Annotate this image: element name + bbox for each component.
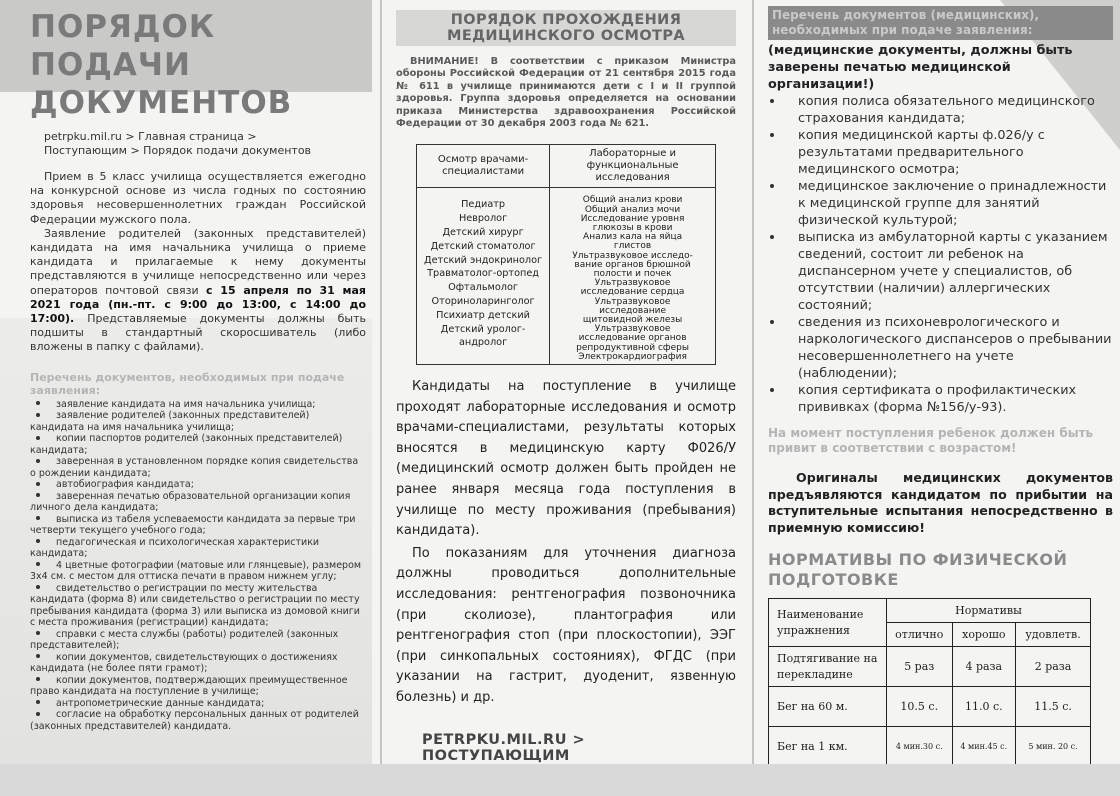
lab-item: Исследование уровня	[580, 213, 685, 224]
lab-item: Электрокардиография	[578, 351, 687, 362]
list-item-text: 4 цветные фотографии (матовые или глянцевые), размером 3х4 см. с местом для оттиска печати в правом нижнем углу;	[30, 559, 362, 583]
bullet-icon	[770, 388, 774, 392]
list-item-text: справки с места службы (работы) родителей (законных представителей);	[30, 628, 339, 652]
bullet-icon	[36, 700, 40, 704]
bullet-icon	[770, 133, 774, 137]
list-item	[768, 382, 1113, 416]
list-item	[768, 178, 1113, 229]
list-item-text: выписка из табеля успеваемости кандидата за первые три четверти текущего учебного года;	[30, 513, 356, 537]
list-item	[30, 537, 366, 560]
list-item	[30, 698, 366, 710]
norm-row-name: Подтягивание на перекладине	[769, 647, 887, 687]
middle-panel	[396, 0, 736, 764]
list-item-text: копия полиса обязательного медицинского страхования кандидата;	[798, 94, 1095, 126]
grade-good: хорошо	[952, 623, 1016, 647]
bullet-icon	[36, 677, 40, 681]
list-item	[30, 433, 366, 456]
lab-item: глистов	[613, 241, 652, 252]
list-item	[30, 652, 366, 675]
lab-item: щитовидной железы	[582, 315, 683, 326]
lab-item: Ультразвуковое	[594, 278, 671, 289]
list-item-text: копия медицинской карты ф.026/у с результатами предварительного медицинского осмотра;	[798, 128, 1045, 177]
bullet-icon	[36, 436, 40, 440]
bullet-icon	[36, 654, 40, 658]
list-item	[30, 675, 366, 698]
list-item	[30, 709, 366, 732]
list-item-text: заявление кандидата на имя начальника училища;	[56, 398, 316, 410]
bullet-icon	[36, 539, 40, 543]
list-item-text: медицинское заключение о принадлежности к медицинской группе для занятий физической культурой;	[798, 179, 1107, 228]
doctor-item: Детский хирург	[442, 227, 524, 239]
list-item	[30, 410, 366, 433]
bullet-icon	[36, 493, 40, 497]
doctor-item: Детский стоматолог	[430, 240, 536, 252]
bullet-icon	[770, 320, 774, 324]
list-item-text: копии документов, подтверждающих преимущественное право кандидата на поступление в училище;	[30, 674, 348, 698]
bullet-icon	[36, 562, 40, 566]
intro-paragraph: Прием в 5 класс училища осуществляется ежегодно на конкурсной основе из числа годных по состоянию здоровья несовершеннолетних граждан Российской Федерации мужского пола.	[30, 170, 366, 226]
application-text-a: Заявление родителей (законных представителей) кандидата на имя начальника училища о приеме кандидата и прилагаемые к нему документы представляются в училище непосредственно или через операторов почтовой связи	[30, 226, 366, 297]
lab-item: глюкозы в крови	[592, 223, 673, 234]
list-item	[30, 583, 366, 629]
list-item	[30, 560, 366, 583]
bullet-icon	[770, 184, 774, 188]
bullet-icon	[770, 99, 774, 103]
medical-title-block	[396, 10, 736, 46]
doctor-item: Оториноларинголог	[431, 296, 535, 308]
list-item-text: автобиография кандидата;	[56, 479, 194, 491]
lab-item: исследование сердца	[580, 287, 685, 298]
exam-table-head-labs: Лабораторные и функциональные исследования	[550, 145, 716, 188]
bullet-icon	[36, 585, 40, 589]
lab-item: Общий анализ крови	[582, 195, 683, 206]
breadcrumb	[44, 130, 366, 158]
lab-item: Ультразвуковое исследо-	[572, 250, 693, 261]
breadcrumb-line-1: petrpku.mil.ru > Главная страница >	[44, 130, 257, 143]
list-item	[30, 629, 366, 652]
list-item	[30, 514, 366, 537]
exam-paragraph: Кандидаты на поступление в училище проходят лабораторные исследования и осмотр врачами-специалистами, результаты которых вносятся в медицинскую карту Ф026/У (медицинский осмотр должен быть пройден не ранее января месяца года поступления в училище по месту проживания (пребывания) кандидата).	[396, 379, 736, 539]
list-item-text: заверенная в установленном порядке копия свидетельства о рождении кандидата;	[30, 456, 359, 479]
norm-value: 4 мин.45 с.	[952, 727, 1016, 764]
norm-row-name: Бег на 60 м.	[769, 687, 887, 727]
medical-exam-table	[416, 144, 716, 365]
fold-line-2	[752, 0, 754, 764]
exam-table-head-doctors: Осмотр врачами-специалистами	[417, 145, 550, 188]
doctors-list	[420, 198, 546, 350]
list-item-text: согласие на обработку персональных данных от родителей (законных представителей) кандидата.	[30, 709, 359, 732]
norm-value: 5 раз	[887, 647, 953, 687]
lab-item: Ультразвуковое	[594, 296, 671, 307]
bullet-icon	[36, 712, 40, 716]
application-text-c: Представляемые документы должны быть подшиты в стандартный скоросшиватель (либо вложены в папку с файлами).	[30, 312, 366, 354]
list-item-text: заверенная печатью образовательной организации копия личного дела кандидата;	[30, 490, 351, 514]
norms-head-exercise: Наименование упражнения	[769, 599, 887, 647]
documents-list-heading: Перечень документов, необходимых при подаче заявления:	[30, 370, 345, 397]
medical-title-line-2: МЕДИЦИНСКОГО ОСМОТРА	[446, 28, 685, 44]
doctor-item: Невролог	[458, 213, 508, 225]
lab-item: вание органов брюшной	[574, 259, 691, 270]
vaccination-note: На момент поступления ребенок должен быть привит в соответствии с возрастом!	[768, 426, 1094, 455]
list-item	[30, 399, 366, 411]
list-item	[768, 229, 1113, 314]
lab-item: репродуктивной сферы	[576, 342, 689, 353]
list-item-text: выписка из амбулаторной карты с указанием сведений, состоит ли ребенок на диспансерном учете у специалистов, об отсутствии (наличии) аллергических состояний;	[798, 230, 1108, 313]
application-paragraph	[30, 227, 366, 355]
lab-item: исследование	[599, 305, 666, 316]
labs-cell	[550, 188, 716, 365]
norm-row-name: Бег на 1 км.	[769, 727, 887, 764]
norm-value: 4 мин.30 с.	[887, 727, 953, 764]
right-panel	[768, 0, 1113, 764]
list-item-text: копия сертификата о профилактических прививках (форма №156/у-93).	[798, 383, 1077, 415]
lab-item: Анализ кала на яйца	[583, 232, 683, 243]
list-item	[768, 127, 1113, 178]
norms-title-line-2: ПОДГОТОВКЕ	[768, 570, 899, 590]
medical-docs-heading: Перечень документов (медицинских), необходимых при подаче заявления:	[772, 8, 1040, 37]
norms-head-group: Нормативы	[887, 599, 1091, 623]
medical-title-line-1: ПОРЯДОК ПРОХОЖДЕНИЯ	[450, 12, 682, 28]
page-title: ПОРЯДОК ПОДАЧИ ДОКУМЕНТОВ	[30, 9, 293, 121]
documents-list	[30, 399, 366, 733]
grade-satisfactory: удовлетв.	[1016, 623, 1091, 647]
bullet-icon	[36, 482, 40, 486]
norm-value: 11.5 с.	[1016, 687, 1091, 727]
list-item-text: заявление родителей (законных представителей) кандидата на имя начальника училища;	[30, 410, 310, 433]
lab-item: Ультразвуковое	[594, 324, 671, 335]
lab-item: исследование органов	[578, 333, 687, 344]
lab-item: Общий анализ мочи	[584, 204, 681, 215]
norm-value: 4 раза	[952, 647, 1016, 687]
list-item-text: копии документов, свидетельствующих о достижениях кандидата (не более пяти грамот);	[30, 651, 338, 675]
list-item-text: педагогическая и психологическая характеристики кандидата;	[30, 536, 320, 560]
list-item-text: антропометрические данные кандидата;	[56, 697, 265, 709]
list-item	[30, 456, 366, 479]
seal-requirement: (медицинские документы, должны быть заверены печатью медицинской организации!)	[768, 43, 1073, 92]
norm-value: 5 мин. 20 с.	[1016, 727, 1091, 764]
bullet-icon	[36, 401, 40, 405]
list-item	[30, 479, 366, 491]
labs-list	[553, 196, 712, 362]
bullet-icon	[36, 631, 40, 635]
fitness-norms-table	[768, 598, 1091, 764]
doctor-item: Психиатр детский	[436, 309, 530, 321]
doctor-item: Педиатр	[461, 199, 506, 211]
norm-value: 11.0 с.	[952, 687, 1016, 727]
bullet-icon	[36, 459, 40, 463]
grade-excellent: отлично	[887, 623, 953, 647]
norms-title-line-1: НОРМАТИВЫ ПО ФИЗИЧЕСКОЙ	[768, 550, 1068, 570]
norm-value: 10.5 с.	[887, 687, 953, 727]
lab-item: полости и почек	[593, 269, 672, 280]
doctor-item: Офтальмолог	[448, 282, 518, 294]
list-item	[768, 93, 1113, 127]
originals-note: Оригиналы медицинских документов предъявляются кандидатом по прибытии на вступительные испытания непосредственно в приемную комиссию!	[768, 470, 1113, 535]
bullet-icon	[36, 516, 40, 520]
bullet-icon	[36, 413, 40, 417]
footer-url: PETRPKU.MIL.RU > ПОСТУПАЮЩИМ	[422, 732, 586, 764]
extra-exams-paragraph: По показаниям для уточнения диагноза должны проводиться дополнительные исследования: рентгенография позвоночника (при сколиозе), плантография или рентгенография стоп (при плоскостопии), ЭЭГ (при синкопальных состояниях), ФГДС (при указании на гастрит, дуоденит, язвенную болезнь) и др.	[396, 545, 736, 705]
doctor-item: Детский уролог-андролог	[440, 323, 526, 349]
fold-line-1	[380, 0, 382, 764]
norm-value: 2 раза	[1016, 647, 1091, 687]
doctor-item: Детский эндокринолог	[424, 254, 543, 266]
norms-title	[768, 550, 1113, 590]
breadcrumb-line-2: Поступающим > Порядок подачи документов	[44, 144, 312, 157]
warning-text: ВНИМАНИЕ! В соответствии с приказом Министра обороны Российской Федерации от 21 сентября 2015 года № 611 в училище принимаются дети с I и II группой здоровья. Группа здоровья определяется на основании приказа Министерства здравоохранения Российской Федерации от 30 декабря 2003 года № 621.	[396, 56, 736, 130]
medical-docs-heading-band	[768, 6, 1113, 40]
bullet-icon	[770, 235, 774, 239]
doctor-item: Травматолог-ортопед	[427, 268, 539, 280]
doctors-cell	[417, 188, 550, 365]
application-dates: с 15 апреля по 31 мая 2021 года (пн.-пт. с 9:00 до 13:00, с 14:00 до 17:00).	[30, 283, 366, 326]
list-item-text: свидетельство о регистрации по месту жительства кандидата (форма 8) или свидетельство о регистрации по месту пребывания кандидата (форма 3) или выписка из домовой книги с места проживания (регистрации) кандидата;	[30, 582, 360, 629]
medical-docs-list	[768, 93, 1113, 416]
list-item-text: копии паспортов родителей (законных представителей) кандидата;	[30, 433, 343, 456]
list-item	[768, 314, 1113, 382]
left-panel	[30, 0, 366, 764]
list-item-text: сведения из психоневрологического и наркологического диспансеров о пребывании несовершеннолетнего на учете (наблюдении);	[798, 315, 1112, 381]
list-item	[30, 491, 366, 514]
